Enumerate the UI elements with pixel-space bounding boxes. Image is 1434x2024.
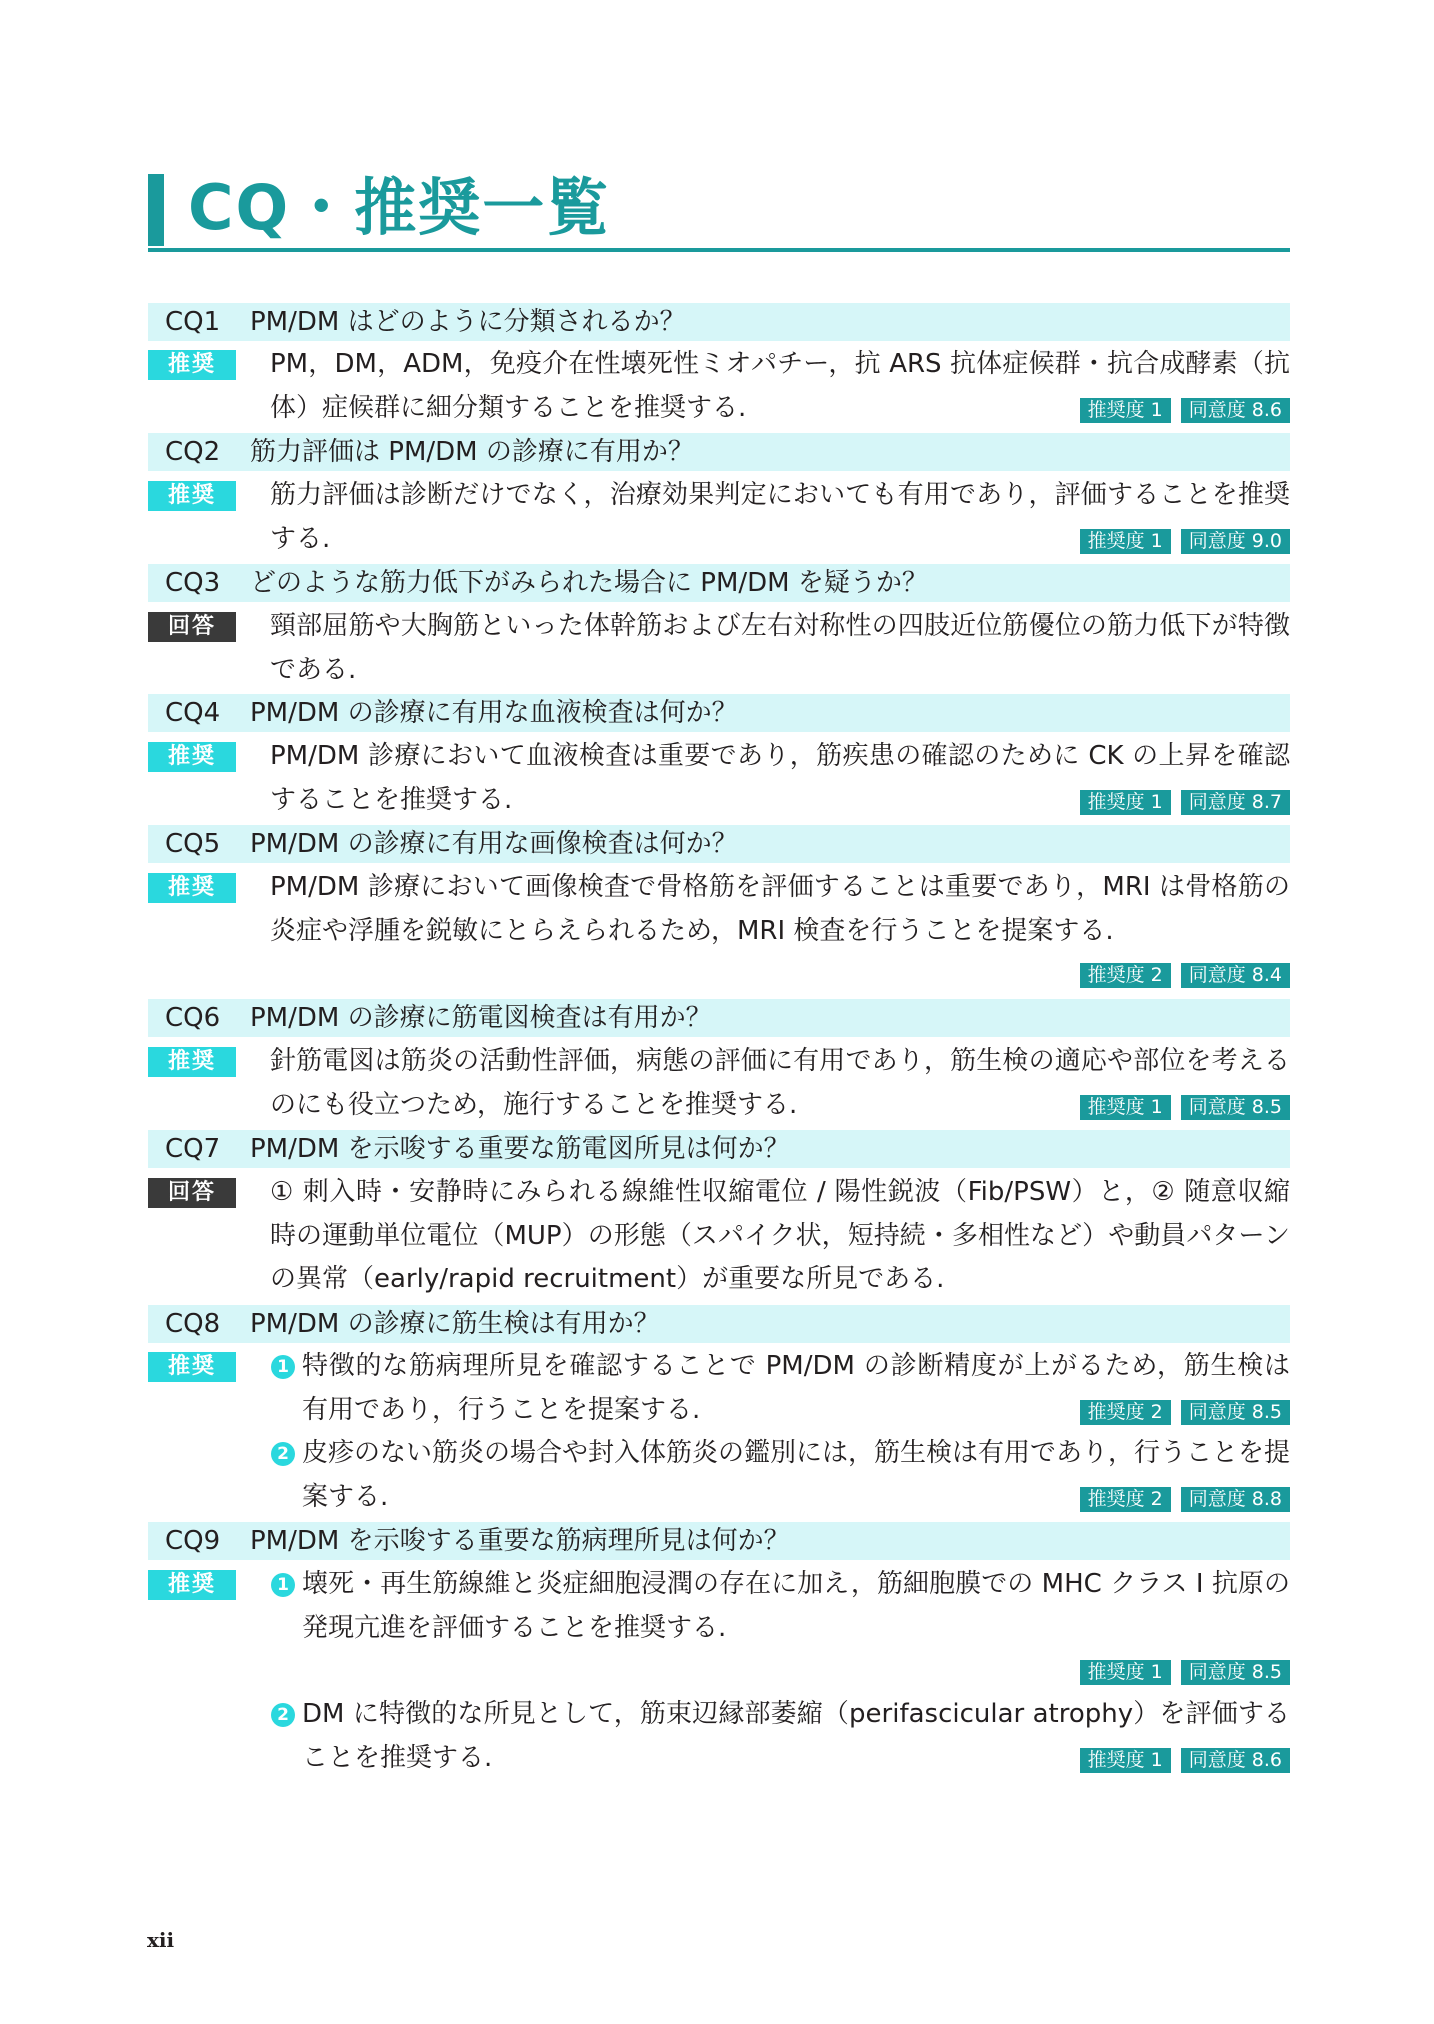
cq-number: CQ3	[165, 568, 221, 598]
cq-header	[148, 825, 1290, 863]
cq-number: CQ2	[165, 437, 221, 467]
recommendation-label: 推奨	[148, 742, 236, 772]
answer-text: ① 刺入時・安静時にみられる線維性収縮電位 / 陽性鋭波（Fib/PSW）と，② 随意収縮時の運動単位電位（MUP）の形態（スパイク状，短持続・多相性など）や動員パターンの異常（early/rapid recruitment）が重要な所見である.	[270, 1177, 1290, 1294]
recommendation-label: 推奨	[148, 873, 236, 903]
cq-header	[148, 999, 1290, 1037]
cq-header	[148, 694, 1290, 732]
cq-number: CQ6	[165, 1003, 221, 1033]
recommendation-grade-badge: 推奨度 1	[1080, 1748, 1171, 1773]
number-bullet: 2	[271, 1703, 295, 1727]
cq-question: PM/DM の診療に有用な血液検査は何か？	[250, 698, 738, 728]
grade-badges	[1070, 529, 1290, 554]
cq-question: PM/DM を示唆する重要な筋電図所見は何か？	[250, 1134, 790, 1164]
recommendation-text: 壊死・再生筋線維と炎症細胞浸潤の存在に加え，筋細胞膜での MHC クラス I 抗原の発現亢進を評価することを推奨する.	[302, 1569, 1290, 1643]
grade-badges	[1070, 790, 1290, 815]
page-title-block	[148, 170, 1290, 252]
cq-number: CQ1	[165, 307, 221, 337]
cq-question: 筋力評価は PM/DM の診療に有用か？	[250, 437, 694, 467]
agreement-badge: 同意度 8.6	[1181, 398, 1290, 423]
recommendation-grade-badge: 推奨度 1	[1080, 790, 1171, 815]
grade-badges	[1070, 963, 1290, 988]
recommendation-label: 推奨	[148, 1570, 236, 1600]
agreement-badge: 同意度 8.8	[1181, 1487, 1290, 1512]
grade-badges	[1070, 1487, 1290, 1512]
grade-badges	[1070, 1748, 1290, 1773]
cq-question: PM/DM の診療に有用な画像検査は何か？	[250, 829, 738, 859]
cq-number: CQ7	[165, 1134, 221, 1164]
cq-header	[148, 1305, 1290, 1343]
recommendation-text: 針筋電図は筋炎の活動性評価，病態の評価に有用であり，筋生検の適応や部位を考えるのにも役立つため，施行することを推奨する.	[270, 1046, 1290, 1120]
cq-question: PM/DM を示唆する重要な筋病理所見は何か？	[250, 1526, 790, 1556]
page-title: CQ・推奨一覧	[188, 171, 611, 244]
cq-question: PM/DM の診療に筋電図検査は有用か？	[250, 1003, 712, 1033]
cq-header	[148, 1130, 1290, 1168]
agreement-badge: 同意度 8.5	[1181, 1095, 1290, 1120]
cq-question: PM/DM の診療に筋生検は有用か？	[250, 1309, 660, 1339]
recommendation-text: 皮疹のない筋炎の場合や封入体筋炎の鑑別には，筋生検は有用であり，行うことを提案する.	[302, 1438, 1291, 1512]
cq-number: CQ4	[165, 698, 221, 728]
recommendation-grade-badge: 推奨度 2	[1080, 1400, 1171, 1425]
title-accent-bar	[148, 174, 164, 246]
agreement-badge: 同意度 9.0	[1181, 529, 1290, 554]
cq-header	[148, 1522, 1290, 1560]
cq-question: PM/DM はどのように分類されるか？	[250, 307, 686, 337]
recommendation-text: PM/DM 診療において血液検査は重要であり，筋疾患の確認のために CK の上昇を確認することを推奨する.	[270, 741, 1290, 815]
recommendation-label: 推奨	[148, 350, 236, 380]
cq-header	[148, 433, 1290, 471]
recommendation-grade-badge: 推奨度 1	[1080, 398, 1171, 423]
answer-text: 頸部屈筋や大胸筋といった体幹筋および左右対称性の四肢近位筋優位の筋力低下が特徴である.	[270, 611, 1290, 685]
agreement-badge: 同意度 8.6	[1181, 1748, 1290, 1773]
recommendation-grade-badge: 推奨度 2	[1080, 1487, 1171, 1512]
recommendation-label: 推奨	[148, 1352, 236, 1382]
cq-header	[148, 303, 1290, 341]
grade-badges	[1070, 1400, 1290, 1425]
recommendation-text: PM/DM 診療において画像検査で骨格筋を評価することは重要であり，MRI は骨格筋の炎症や浮腫を鋭敏にとらえられるため，MRI 検査を行うことを提案する.	[270, 872, 1290, 946]
cq-question: どのような筋力低下がみられた場合に PM/DM を疑うか？	[250, 568, 928, 598]
cq-header	[148, 564, 1290, 602]
agreement-badge: 同意度 8.4	[1181, 963, 1290, 988]
grade-badges	[1070, 398, 1290, 423]
grade-badges	[1070, 1095, 1290, 1120]
cq-number: CQ5	[165, 829, 221, 859]
recommendation-grade-badge: 推奨度 1	[1080, 1095, 1171, 1120]
number-bullet: 2	[271, 1442, 295, 1466]
recommendation-text: PM，DM，ADM，免疫介在性壊死性ミオパチー，抗 ARS 抗体症候群・抗合成酵素（抗体）症候群に細分類することを推奨する.	[270, 349, 1290, 423]
answer-label: 回答	[148, 1178, 236, 1208]
recommendation-text: 筋力評価は診断だけでなく，治療効果判定においても有用であり，評価することを推奨する.	[270, 480, 1290, 554]
agreement-badge: 同意度 8.7	[1181, 790, 1290, 815]
agreement-badge: 同意度 8.5	[1181, 1400, 1290, 1425]
grade-badges	[1070, 1660, 1290, 1685]
recommendation-label: 推奨	[148, 1047, 236, 1077]
agreement-badge: 同意度 8.5	[1181, 1660, 1290, 1685]
cq-number: CQ9	[165, 1526, 221, 1556]
page-number: xii	[147, 1928, 175, 1952]
recommendation-grade-badge: 推奨度 2	[1080, 963, 1171, 988]
cq-number: CQ8	[165, 1309, 221, 1339]
recommendation-text: DM に特徴的な所見として，筋束辺縁部萎縮（perifascicular atrophy）を評価することを推奨する.	[302, 1699, 1290, 1773]
answer-label: 回答	[148, 612, 236, 642]
recommendation-grade-badge: 推奨度 1	[1080, 1660, 1171, 1685]
number-bullet: 1	[271, 1355, 295, 1379]
number-bullet: 1	[271, 1573, 295, 1597]
recommendation-grade-badge: 推奨度 1	[1080, 529, 1171, 554]
recommendation-label: 推奨	[148, 481, 236, 511]
recommendation-text: 特徴的な筋病理所見を確認することで PM/DM の診断精度が上がるため，筋生検は有用であり，行うことを提案する.	[302, 1351, 1290, 1425]
